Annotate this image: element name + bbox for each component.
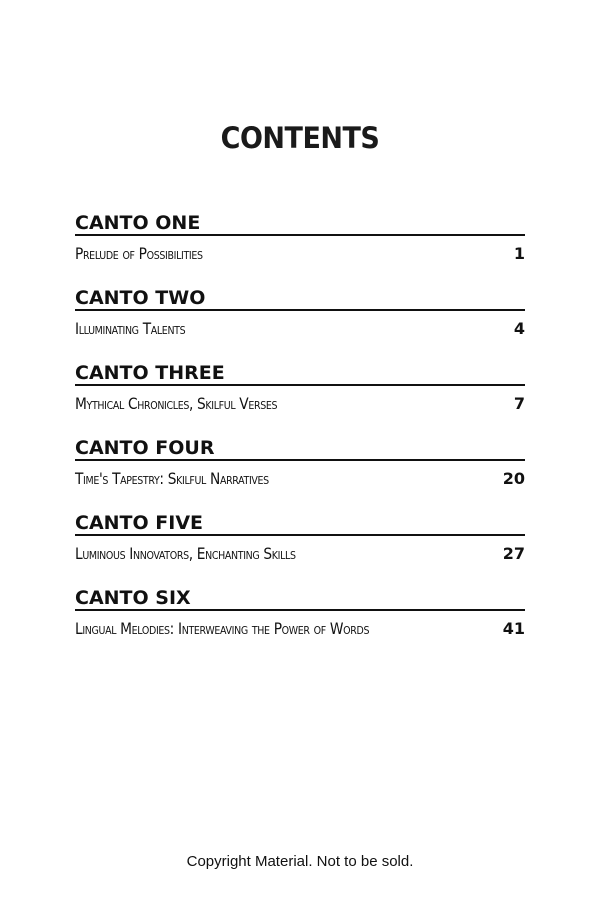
page-number: 41	[502, 619, 525, 638]
toc-entry	[75, 212, 525, 287]
page-number: 7	[513, 394, 525, 413]
canto-heading: CANTO THREE	[75, 362, 525, 386]
page-number: 4	[513, 319, 525, 338]
toc-line[interactable]	[75, 543, 525, 565]
chapter-title: Time's Tapestry: Skilful Narratives	[75, 469, 269, 488]
chapter-title: Illuminating Talents	[75, 319, 186, 338]
table-of-contents	[75, 212, 525, 662]
toc-line[interactable]	[75, 318, 525, 340]
page-number: 20	[502, 469, 525, 488]
chapter-title: Luminous Innovators, Enchanting Skills	[75, 544, 296, 563]
page-number: 1	[513, 244, 525, 263]
chapter-title: Lingual Melodies: Interweaving the Power of Words	[75, 619, 370, 638]
toc-entry	[75, 362, 525, 437]
toc-line[interactable]	[75, 468, 525, 490]
chapter-title: Mythical Chronicles, Skilful Verses	[75, 394, 278, 413]
canto-heading: CANTO FIVE	[75, 512, 525, 536]
toc-line[interactable]	[75, 243, 525, 265]
toc-entry	[75, 587, 525, 662]
canto-heading: CANTO SIX	[75, 587, 525, 611]
copyright-notice: Copyright Material. Not to be sold.	[186, 853, 414, 870]
canto-heading: CANTO FOUR	[75, 437, 525, 461]
toc-entry	[75, 437, 525, 512]
toc-line[interactable]	[75, 393, 525, 415]
canto-heading: CANTO ONE	[75, 212, 525, 236]
page-number: 27	[502, 544, 525, 563]
toc-line[interactable]	[75, 618, 525, 640]
chapter-title: Prelude of Possibilities	[75, 244, 203, 263]
page-title: CONTENTS	[220, 121, 380, 156]
canto-heading: CANTO TWO	[75, 287, 525, 311]
toc-entry	[75, 512, 525, 587]
toc-entry	[75, 287, 525, 362]
